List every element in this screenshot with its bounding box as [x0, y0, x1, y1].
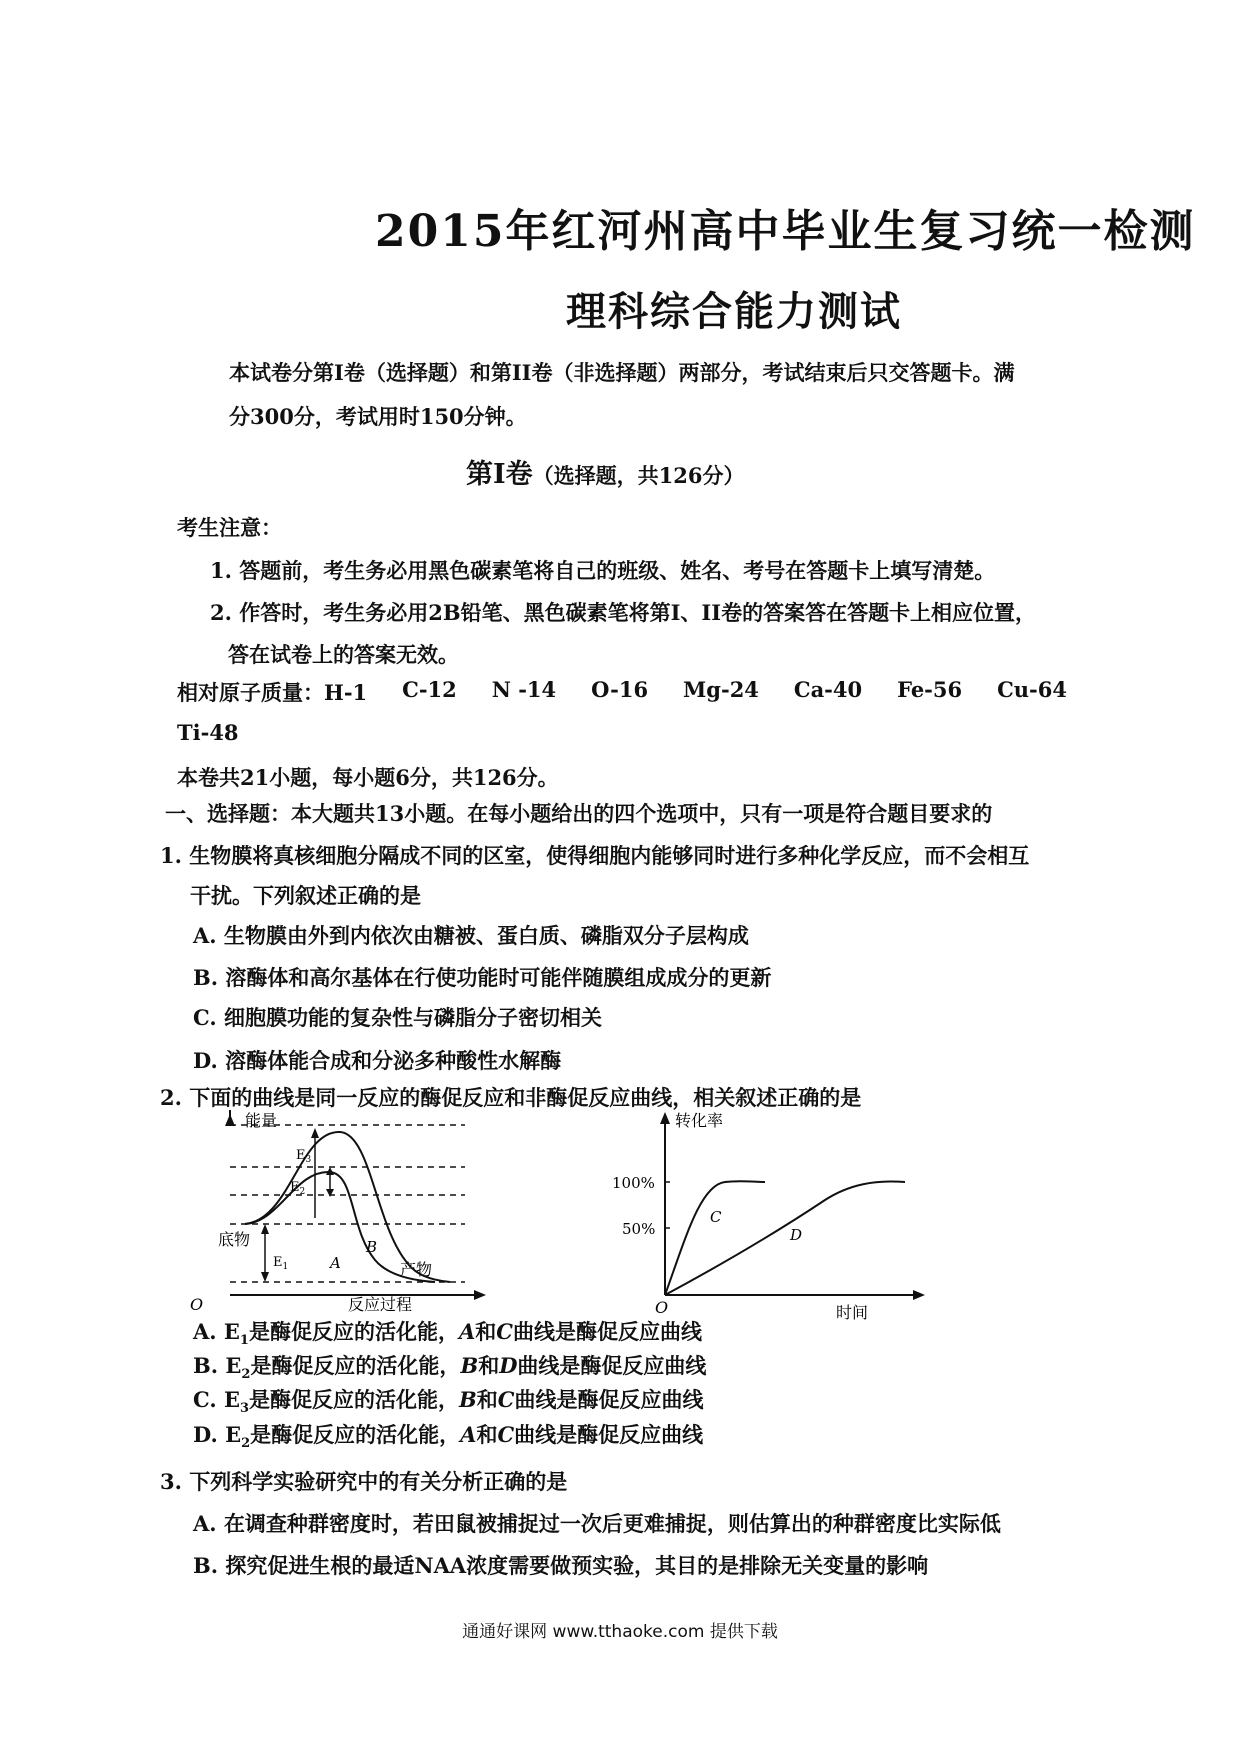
- q2-option-d-and: 和: [476, 1422, 498, 1447]
- footer-credit: 通通好课网 www.tthaoke.com 提供下载: [462, 1622, 778, 1642]
- q2-option-c-sub: 3: [239, 1401, 250, 1417]
- page-title: 2015年红河州高中毕业生复习统一检测: [375, 206, 1196, 257]
- conversion-y-label: 转化率: [675, 1111, 724, 1130]
- q2-option-d-curve1: A: [460, 1422, 477, 1447]
- e2-arrow-head-down: [326, 1189, 334, 1197]
- q2-option-d-mid: 是酶促反应的活化能，: [250, 1422, 461, 1447]
- notice-item-2-line-2: 答在试卷上的答案无效。: [228, 642, 459, 667]
- atomic-mass-item: Cu-64: [997, 677, 1067, 702]
- conversion-x-label: 时间: [836, 1303, 869, 1322]
- e1-arrow-head-down: [261, 1272, 269, 1282]
- section-heading: [466, 452, 744, 491]
- q2-option-d-pre: D. E: [193, 1422, 242, 1447]
- notice-item-1: 1. 答题前，考生务必用黑色碳素笔将自己的班级、姓名、考号在答题卡上填写清楚。: [210, 558, 996, 583]
- q2-option-d-sub: 2: [241, 1436, 251, 1452]
- substrate-label: 底物: [218, 1230, 251, 1249]
- atomic-mass-item: Fe-56: [897, 677, 963, 702]
- atomic-mass-item: Mg-24: [683, 677, 759, 702]
- atomic-mass-last: Ti-48: [177, 720, 239, 745]
- e2-letter: E: [290, 1180, 300, 1195]
- q1-option-c: C. 细胞膜功能的复杂性与磷脂分子密切相关: [193, 1005, 602, 1030]
- e1-label: [273, 1255, 288, 1272]
- atomic-mass-item: N -14: [491, 677, 557, 702]
- q2-option-a-and: 和: [475, 1319, 497, 1344]
- q2-option-b: [193, 1350, 706, 1382]
- q3-option-a: A. 在调查种群密度时，若田鼠被捕捉过一次后更难捕捉，则估算出的种群密度比实际低: [193, 1511, 1001, 1536]
- curve-b-label: B: [366, 1238, 378, 1256]
- volume-note: 本卷共21小题，每小题6分，共126分。: [177, 765, 559, 790]
- intro-line-1: 本试卷分第I卷（选择题）和第II卷（非选择题）两部分，考试结束后只交答题卡。满: [229, 360, 1015, 385]
- q2-option-c-curve1: B: [459, 1387, 477, 1412]
- e3-arrow-head: [311, 1128, 319, 1138]
- notice-item-2-line-1: 2. 作答时，考生务必用2B铅笔、黑色碳素笔将第I、II卷的答案答在答题卡上相应位置，: [210, 600, 1037, 625]
- page-subtitle: 理科综合能力测试: [566, 288, 902, 335]
- curve-d: [665, 1182, 905, 1295]
- tick-label-50: 50%: [622, 1220, 656, 1238]
- q2-option-c-and: 和: [476, 1387, 498, 1412]
- e1-sub: 1: [282, 1262, 289, 1272]
- intro-line-2: 分300分，考试用时150分钟。: [229, 404, 527, 429]
- e3-letter: E: [296, 1148, 306, 1163]
- product-label: 产物: [400, 1260, 433, 1279]
- tick-label-100: 100%: [612, 1174, 655, 1192]
- q2-option-a: [193, 1316, 702, 1348]
- atomic-masses-row: [177, 677, 1067, 707]
- q2-option-b-sub: 2: [241, 1367, 251, 1383]
- q1-stem-line-2: 干扰。下列叙述正确的是: [190, 883, 421, 908]
- atomic-mass-item: C-12: [402, 677, 457, 702]
- q1-stem-line-1: 1. 生物膜将真核细胞分隔成不同的区室，使得细胞内能够同时进行多种化学反应，而不会相互: [160, 843, 1030, 868]
- q1-option-b: B. 溶酶体和高尔基体在行使功能时可能伴随膜组成成分的更新: [193, 965, 772, 990]
- q2-option-c-pre: C. E: [193, 1387, 240, 1412]
- energy-x-arrow: [474, 1290, 486, 1300]
- q1-option-a: A. 生物膜由外到内依次由糖被、蛋白质、磷脂双分子层构成: [193, 923, 749, 948]
- q2-option-d-post: 曲线是酶促反应曲线: [514, 1422, 704, 1447]
- q2-option-a-pre: A. E: [193, 1319, 240, 1344]
- section-heading-main: 第I卷: [466, 459, 533, 490]
- energy-y-label: 能量: [245, 1111, 278, 1130]
- atomic-masses-label: 相对原子质量：H-1: [177, 680, 368, 705]
- q3-option-b: B. 探究促进生根的最适NAA浓度需要做预实验，其目的是排除无关变量的影响: [193, 1553, 929, 1578]
- conversion-x-arrow: [913, 1290, 925, 1300]
- q2-stem: 2. 下面的曲线是同一反应的酶促反应和非酶促反应曲线，相关叙述正确的是: [160, 1085, 862, 1110]
- part1-heading: 一、选择题：本大题共13小题。在每小题给出的四个选项中，只有一项是符合题目要求的: [165, 801, 993, 826]
- q2-option-b-post: 曲线是酶促反应曲线: [517, 1353, 707, 1378]
- conversion-origin-label: O: [655, 1298, 669, 1317]
- e1-arrow-head-up: [261, 1224, 269, 1234]
- q2-option-b-and: 和: [478, 1353, 500, 1378]
- energy-origin-label: O: [190, 1295, 204, 1314]
- q2-option-b-pre: B. E: [193, 1353, 242, 1378]
- conversion-chart: [600, 1110, 930, 1322]
- curve-c: [665, 1181, 765, 1295]
- q2-option-a-curve1: A: [458, 1319, 476, 1344]
- e3-sub: 3: [305, 1155, 312, 1165]
- q2-option-b-curve1: B: [460, 1353, 479, 1378]
- curve-d-label: D: [790, 1226, 803, 1244]
- section-heading-note: （选择题，共126分）: [532, 463, 745, 488]
- q2-option-b-mid: 是酶促反应的活化能，: [250, 1353, 461, 1378]
- energy-y-arrow: [225, 1114, 235, 1126]
- q2-option-a-mid: 是酶促反应的活化能，: [248, 1319, 459, 1344]
- q2-option-c-post: 曲线是酶促反应曲线: [514, 1387, 704, 1412]
- notice-label: 考生注意：: [177, 515, 282, 540]
- q3-stem: 3. 下列科学实验研究中的有关分析正确的是: [160, 1469, 568, 1494]
- energy-diagram: [190, 1110, 490, 1314]
- q1-option-d: D. 溶酶体能合成和分泌多种酸性水解酶: [193, 1048, 562, 1073]
- q2-option-a-curve2: C: [496, 1319, 513, 1344]
- e1-letter: E: [273, 1255, 283, 1270]
- q2-option-a-post: 曲线是酶促反应曲线: [512, 1319, 702, 1344]
- q2-option-c: [193, 1384, 704, 1416]
- q2-option-a-sub: 1: [239, 1333, 249, 1349]
- q2-option-d-curve2: C: [497, 1422, 515, 1447]
- energy-x-label: 反应过程: [348, 1295, 413, 1314]
- atomic-mass-item: O-16: [591, 677, 649, 702]
- atomic-mass-item: Ca-40: [793, 677, 863, 702]
- e2-sub: 2: [299, 1187, 306, 1197]
- curve-c-label: C: [710, 1208, 722, 1226]
- q2-option-d: [193, 1419, 703, 1451]
- q2-option-c-curve2: C: [497, 1387, 515, 1412]
- curve-a-label: A: [330, 1254, 341, 1272]
- q2-option-c-mid: 是酶促反应的活化能，: [249, 1387, 460, 1412]
- q2-option-b-curve2: D: [499, 1353, 518, 1378]
- conversion-y-arrow: [660, 1112, 670, 1124]
